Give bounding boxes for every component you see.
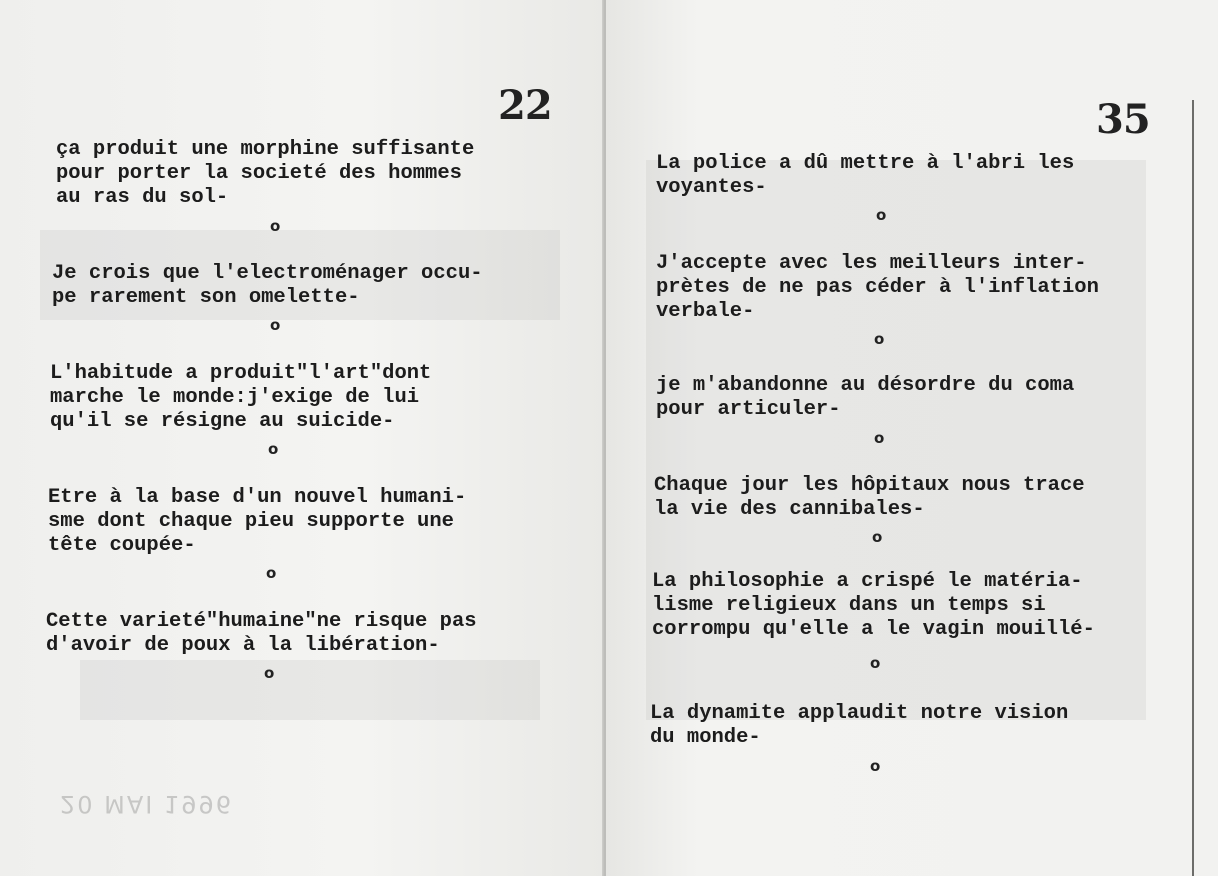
left-page <box>0 0 604 876</box>
stanza-separator: o <box>264 664 275 682</box>
stanza-separator: o <box>874 429 885 447</box>
stanza-1: La police a dû mettre à l'abri les voyantes- <box>656 152 1075 199</box>
stanza-2: J'accepte avec les meilleurs inter- prètes de ne pas céder à l'inflation verbale- <box>656 252 1099 323</box>
stanza-5: La philosophie a crispé le matéria- lisme religieux dans un temps si corrompu qu'elle a le vagin mouillé- <box>652 570 1095 641</box>
stanza-separator: o <box>870 654 881 672</box>
right-page <box>606 0 1218 876</box>
page-number: 22 <box>498 82 552 129</box>
stanza-5: Cette varieté"humaine"ne risque pas d'avoir de poux à la libération- <box>46 610 477 657</box>
stanza-2: Je crois que l'electroménager occu- pe rarement son omelette- <box>52 262 483 309</box>
date-stamp: 20 MAI 1996 <box>60 790 234 818</box>
bleed-through-shadow <box>80 660 540 720</box>
stanza-3: je m'abandonne au désordre du coma pour articuler- <box>656 374 1075 421</box>
stanza-separator: o <box>872 528 883 546</box>
stanza-4: Chaque jour les hôpitaux nous trace la vie des cannibales- <box>654 474 1085 521</box>
stanza-4: Etre à la base d'un nouvel humani- sme dont chaque pieu supporte une tête coupée- <box>48 486 467 557</box>
stanza-separator: o <box>268 440 279 458</box>
stanza-1: ça produit une morphine suffisante pour porter la societé des hommes au ras du sol- <box>56 138 475 209</box>
stanza-separator: o <box>870 757 881 775</box>
stanza-separator: o <box>270 316 281 334</box>
stanza-separator: o <box>266 564 277 582</box>
page-edge-line <box>1192 100 1194 876</box>
stanza-separator: o <box>874 330 885 348</box>
stanza-separator: o <box>876 206 887 224</box>
stanza-3: L'habitude a produit"l'art"dont marche le monde:j'exige de lui qu'il se résigne au suicide- <box>50 362 432 433</box>
page-number: 35 <box>1096 96 1150 143</box>
stanza-6: La dynamite applaudit notre vision du monde- <box>650 702 1069 749</box>
stanza-separator: o <box>270 217 281 235</box>
